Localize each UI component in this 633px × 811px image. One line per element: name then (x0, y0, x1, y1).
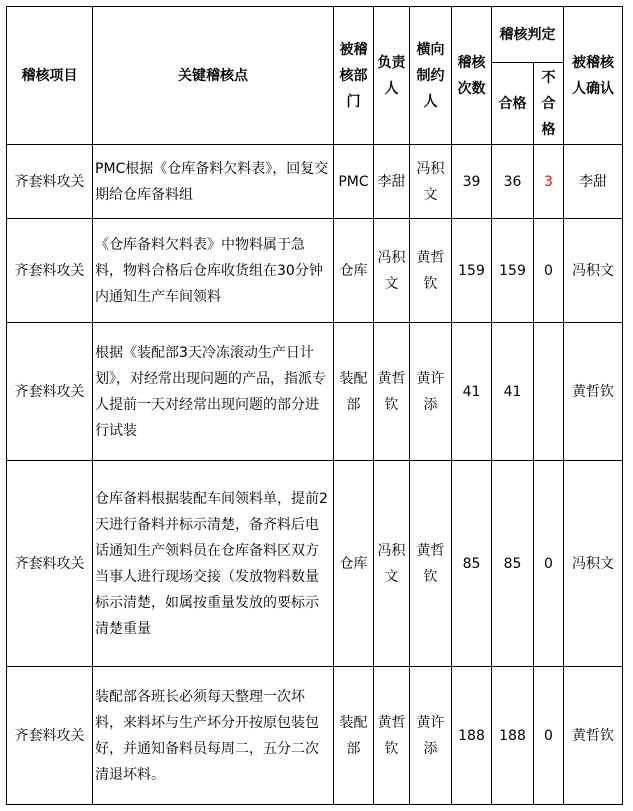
header-dept: 被稽核部门 (334, 7, 374, 145)
cell-owner: 冯积文 (374, 219, 410, 323)
cell-dept: 装配部 (334, 323, 374, 461)
cell-dept: 装配部 (334, 667, 374, 805)
table-row (7, 667, 623, 805)
cell-dept: PMC (334, 145, 374, 219)
audit-table (6, 6, 623, 805)
cell-item: 齐套料攻关 (7, 461, 93, 667)
cell-owner: 冯积文 (374, 461, 410, 667)
table-row (7, 461, 623, 667)
cell-count: 159 (452, 219, 492, 323)
header-row-1 (7, 7, 623, 63)
cell-key-point: PMC根据《仓库备料欠料表》，回复交期给仓库备料组 (93, 145, 334, 219)
cell-dept: 仓库 (334, 219, 374, 323)
cell-owner: 黄哲钦 (374, 323, 410, 461)
cell-constraint: 冯积文 (410, 145, 452, 219)
cell-pass: 85 (492, 461, 534, 667)
cell-constraint: 黄哲钦 (410, 219, 452, 323)
table-row (7, 145, 623, 219)
header-pass: 合格 (492, 63, 534, 145)
cell-fail (534, 323, 564, 461)
cell-confirm: 李甜 (564, 145, 623, 219)
cell-constraint: 黄许添 (410, 667, 452, 805)
header-count: 稽核次数 (452, 7, 492, 145)
table-row (7, 219, 623, 323)
cell-key-point: 仓库备料根据装配车间领料单，提前2天进行备料并标示清楚，备齐料后电话通知生产领料员在仓库备料区双方当事人进行现场交接（发放物料数量标示清楚，如属按重量发放的要标示清楚重量 (93, 461, 334, 667)
header-key-point: 关键稽核点 (93, 7, 334, 145)
cell-owner: 李甜 (374, 145, 410, 219)
cell-dept: 仓库 (334, 461, 374, 667)
header-fail: 不合格 (534, 63, 564, 145)
cell-confirm: 黄哲钦 (564, 323, 623, 461)
cell-key-point: 《仓库备料欠料表》中物料属于急料，物料合格后仓库收货组在30分钟内通知生产车间领料 (93, 219, 334, 323)
cell-constraint: 黄许添 (410, 323, 452, 461)
cell-confirm: 冯积文 (564, 461, 623, 667)
table-row (7, 323, 623, 461)
cell-count: 39 (452, 145, 492, 219)
cell-constraint: 黄哲钦 (410, 461, 452, 667)
cell-pass: 188 (492, 667, 534, 805)
header-owner: 负责人 (374, 7, 410, 145)
cell-item: 齐套料攻关 (7, 667, 93, 805)
cell-key-point: 装配部各班长必须每天整理一次坏料，来料坏与生产坏分开按原包装包好，并通知备料员每周二，五分二次清退坏料。 (93, 667, 334, 805)
cell-count: 188 (452, 667, 492, 805)
cell-fail: 0 (534, 461, 564, 667)
cell-pass: 159 (492, 219, 534, 323)
cell-confirm: 冯积文 (564, 219, 623, 323)
cell-count: 85 (452, 461, 492, 667)
cell-owner: 黄哲钦 (374, 667, 410, 805)
header-constraint: 横向制约人 (410, 7, 452, 145)
cell-confirm: 黄哲钦 (564, 667, 623, 805)
cell-pass: 41 (492, 323, 534, 461)
header-judgement: 稽核判定 (492, 7, 564, 63)
cell-fail: 3 (534, 145, 564, 219)
cell-pass: 36 (492, 145, 534, 219)
header-confirm: 被稽核人确认 (564, 7, 623, 145)
cell-fail: 0 (534, 219, 564, 323)
cell-count: 41 (452, 323, 492, 461)
cell-item: 齐套料攻关 (7, 219, 93, 323)
header-item: 稽核项目 (7, 7, 93, 145)
cell-fail: 0 (534, 667, 564, 805)
cell-key-point: 根据《装配部3天冷冻滚动生产日计划》，对经常出现问题的产品，指派专人提前一天对经常出现问题的部分进行试装 (93, 323, 334, 461)
cell-item: 齐套料攻关 (7, 145, 93, 219)
cell-item: 齐套料攻关 (7, 323, 93, 461)
